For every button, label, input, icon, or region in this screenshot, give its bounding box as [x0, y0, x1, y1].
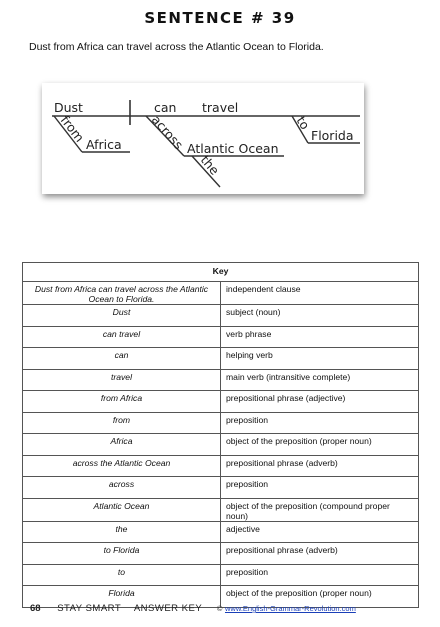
copyright-symbol: ©: [216, 604, 223, 613]
diagram-to: to: [293, 113, 313, 133]
section-label: ANSWER KEY: [133, 603, 203, 614]
table-row: [23, 348, 419, 370]
key-term: the: [23, 521, 221, 543]
diagram-verb-travel: travel: [202, 100, 239, 115]
book-title: STAY SMART: [57, 603, 122, 614]
key-description: preposition: [221, 412, 419, 434]
page-title: SENTENCE # 39: [144, 9, 296, 27]
key-table-header: Key: [23, 263, 419, 282]
diagram-the: the: [197, 152, 223, 178]
key-description: main verb (intransitive complete): [221, 369, 419, 391]
table-row: [23, 326, 419, 348]
key-description: object of the preposition (compound proper noun): [221, 498, 419, 521]
diagram-svg: [42, 83, 364, 194]
table-row: [23, 564, 419, 586]
key-term: travel: [23, 369, 221, 391]
key-term: Africa: [23, 434, 221, 456]
key-description: independent clause: [221, 282, 419, 305]
table-row: [23, 521, 419, 543]
key-term: Dust from Africa can travel across the Atlantic Ocean to Florida.: [23, 282, 221, 305]
key-term: can: [23, 348, 221, 370]
table-row: [23, 282, 419, 305]
page-number: 68: [30, 603, 41, 614]
key-term: to Florida: [23, 543, 221, 565]
key-description: object of the preposition (proper noun): [221, 434, 419, 456]
key-description: helping verb: [221, 348, 419, 370]
table-row: [23, 391, 419, 413]
table-row: [23, 412, 419, 434]
key-description: adjective: [221, 521, 419, 543]
table-row: [23, 434, 419, 456]
table-row: [23, 305, 419, 327]
key-description: prepositional phrase (adjective): [221, 391, 419, 413]
key-term: Atlantic Ocean: [23, 498, 221, 521]
key-term: can travel: [23, 326, 221, 348]
diagram-subject: Dust: [54, 100, 83, 115]
key-term: Dust: [23, 305, 221, 327]
diagram-atlantic-ocean: Atlantic Ocean: [187, 141, 279, 156]
diagram-africa: Africa: [86, 137, 122, 152]
table-row: [23, 455, 419, 477]
sentence-diagram: [42, 83, 364, 194]
key-table: [22, 262, 419, 608]
key-term: Florida: [23, 586, 221, 608]
key-description: prepositional phrase (adverb): [221, 543, 419, 565]
key-term: from: [23, 412, 221, 434]
key-description: preposition: [221, 564, 419, 586]
table-row: [23, 543, 419, 565]
table-row: [23, 477, 419, 499]
key-term: across: [23, 477, 221, 499]
table-row: [23, 498, 419, 521]
diagram-across: across: [148, 112, 187, 153]
diagram-florida: Florida: [311, 128, 354, 143]
key-term: to: [23, 564, 221, 586]
key-description: verb phrase: [221, 326, 419, 348]
key-term: from Africa: [23, 391, 221, 413]
key-term: across the Atlantic Ocean: [23, 455, 221, 477]
sentence-text: Dust from Africa can travel across the Atlantic Ocean to Florida.: [29, 41, 324, 53]
diagram-verb-can: can: [154, 100, 177, 115]
page-footer: [30, 603, 356, 614]
key-description: prepositional phrase (adverb): [221, 455, 419, 477]
key-description: preposition: [221, 477, 419, 499]
website-link[interactable]: www.English-Grammar-Revolution.com: [224, 604, 356, 613]
key-description: object of the preposition (proper noun): [221, 586, 419, 608]
diagram-from: from: [57, 112, 88, 145]
key-description: subject (noun): [221, 305, 419, 327]
table-row: [23, 369, 419, 391]
